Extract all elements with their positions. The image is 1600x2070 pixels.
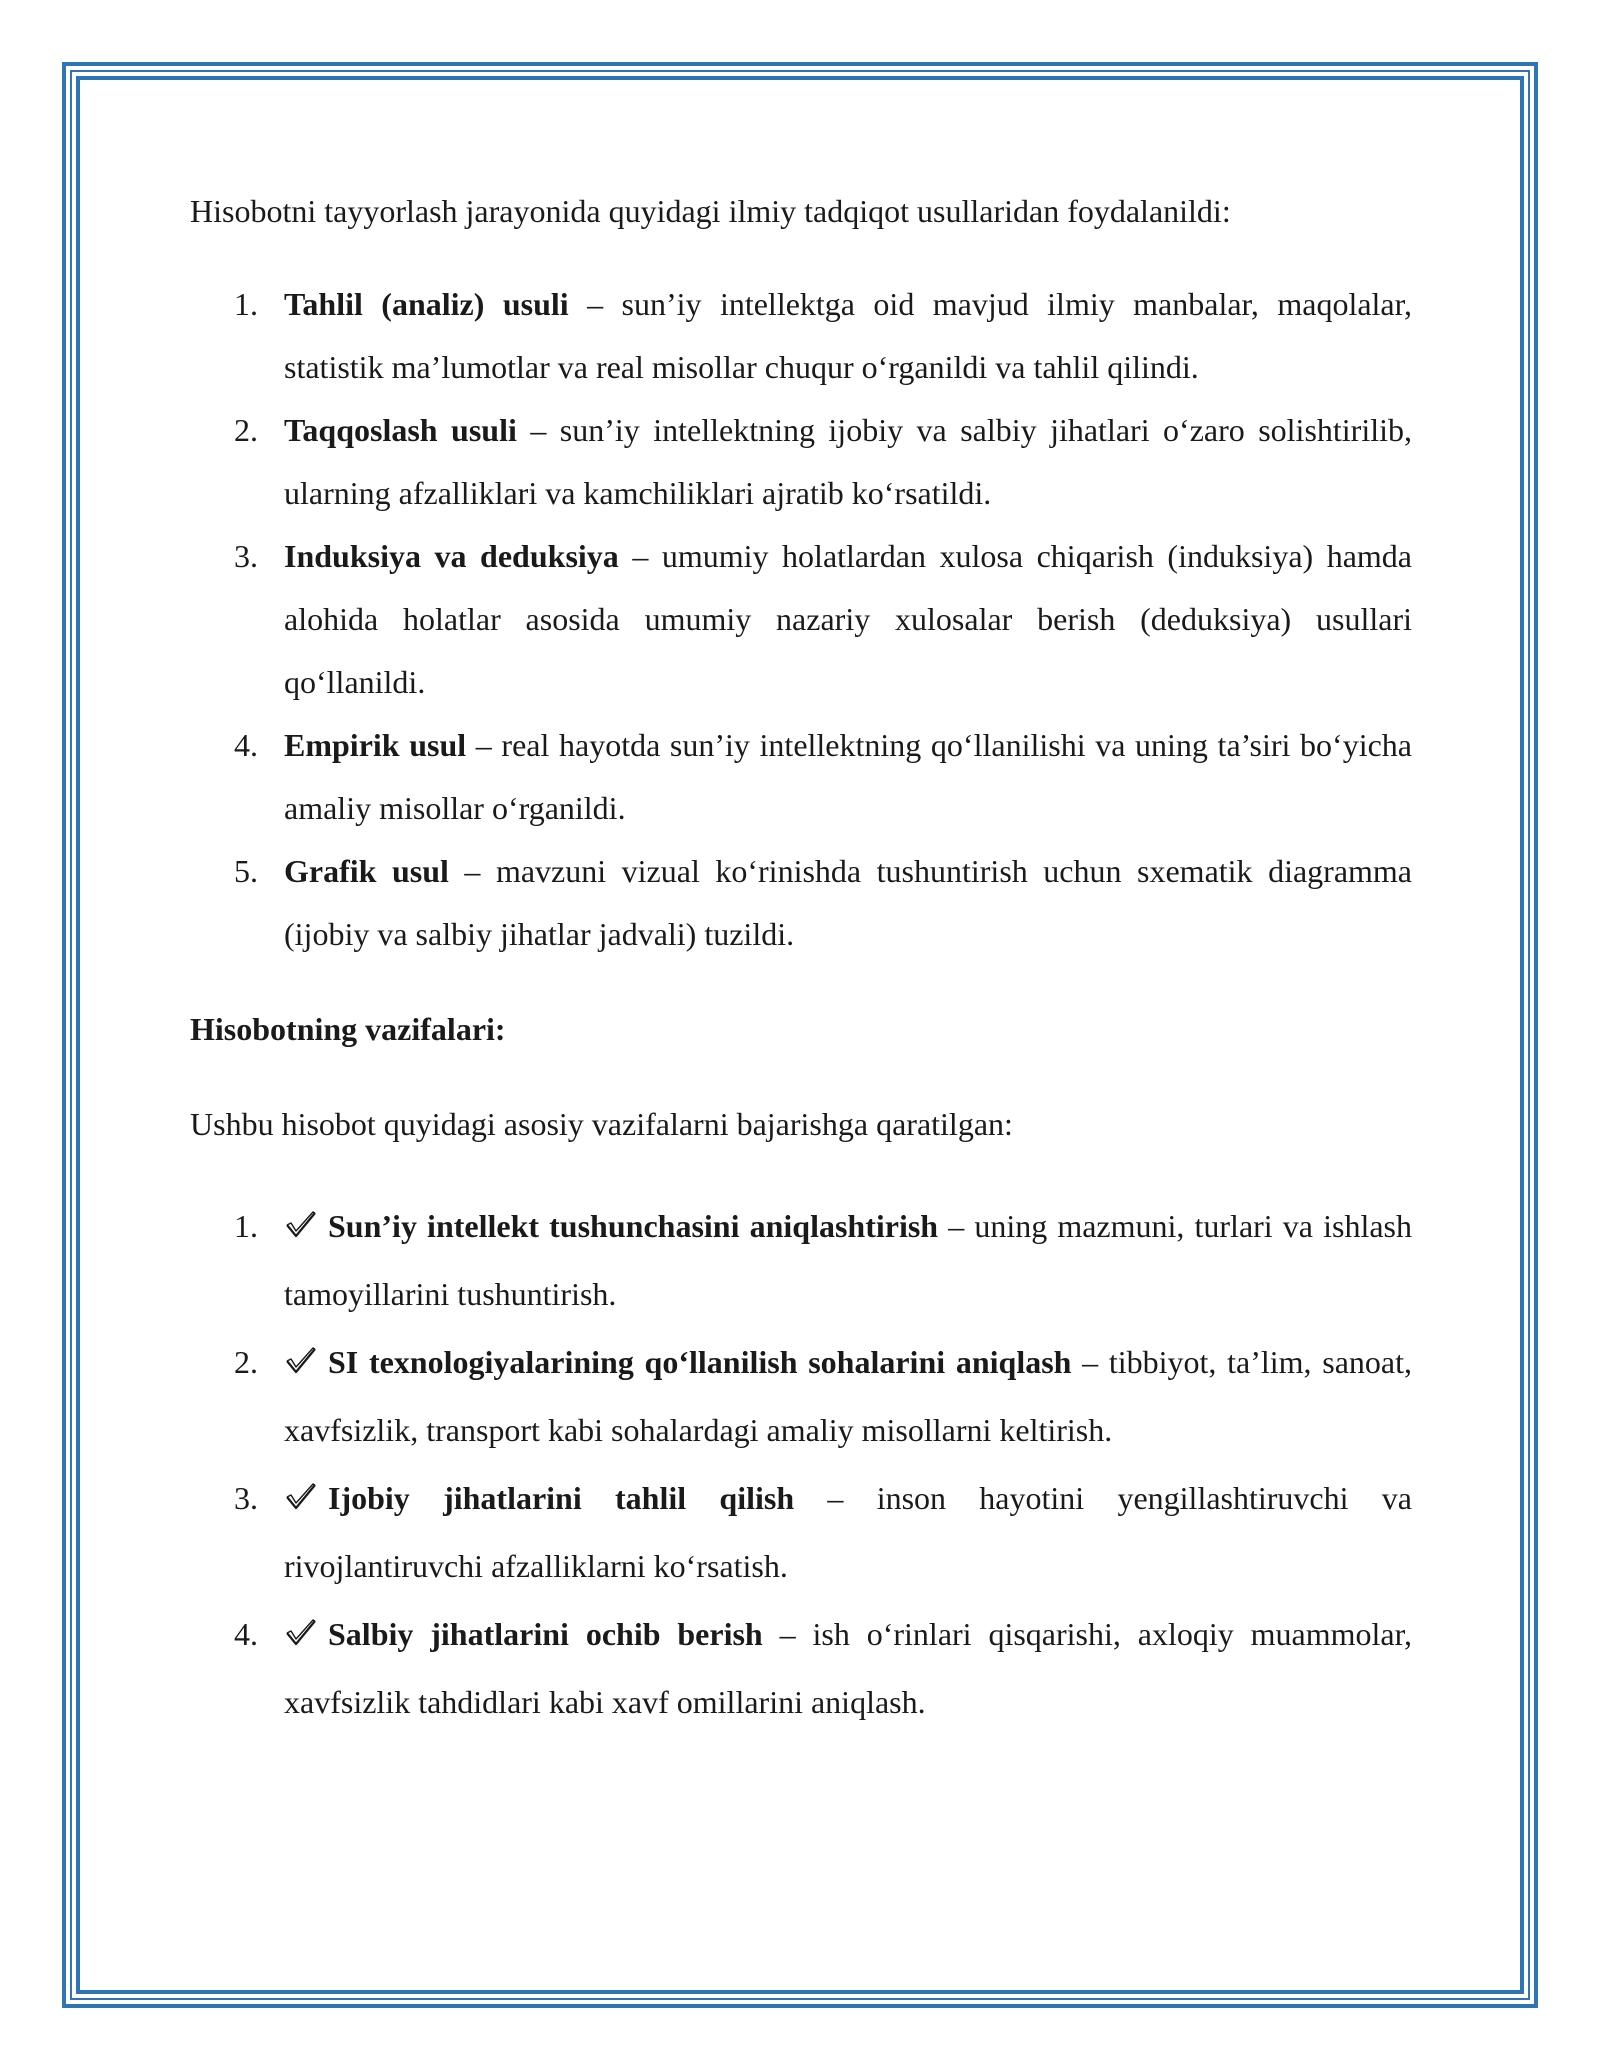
task-title: Ijobiy jihatlarini tahlil qilish xyxy=(328,1480,795,1516)
task-title: SI texnologiyalarining qo‘llanilish sohalarini aniqlash xyxy=(328,1344,1072,1380)
list-number: 5. xyxy=(234,853,258,889)
methods-list xyxy=(190,273,1412,966)
method-item-1 xyxy=(190,273,1412,399)
check-mark-icon xyxy=(284,1210,318,1240)
document-body xyxy=(190,180,1412,1736)
task-title: Salbiy jihatlarini ochib berish xyxy=(328,1616,763,1652)
check-mark-icon xyxy=(284,1618,318,1648)
list-number: 1. xyxy=(234,1208,258,1244)
list-number: 3. xyxy=(234,538,258,574)
method-text: – sun’iy intellektning ijobiy va salbiy jihatlari o‘zaro solishtirilib, ularning afzalliklari va kamchiliklari ajratib ko‘rsatildi. xyxy=(284,412,1413,511)
task-item-3 xyxy=(190,1464,1412,1600)
section-heading: Hisobotning vazifalari: xyxy=(190,1011,506,1047)
method-text: – sun’iy intellektga oid mavjud ilmiy manbalar, maqolalar, statistik ma’lumotlar va real misollar chuqur o‘rganildi va tahlil qilindi. xyxy=(284,286,1413,385)
list-number: 3. xyxy=(234,1480,258,1516)
task-item-2 xyxy=(190,1328,1412,1464)
list-number: 4. xyxy=(234,1616,258,1652)
list-number: 4. xyxy=(234,727,258,763)
task-text: – ish o‘rinlari qisqarishi, axloqiy muammolar, xavfsizlik tahdidlari kabi xavf omillarini aniqlash. xyxy=(284,1616,1412,1720)
method-item-3 xyxy=(190,525,1412,714)
tasks-list xyxy=(190,1192,1412,1736)
method-text: – real hayotda sun’iy intellektning qo‘llanilishi va uning ta’siri bo‘yicha amaliy misollar o‘rganildi. xyxy=(284,727,1413,826)
intro-paragraph: Hisobotni tayyorlash jarayonida quyidagi ilmiy tadqiqot usullaridan foydalanildi: xyxy=(190,193,1231,229)
list-number: 2. xyxy=(234,1344,258,1380)
method-title: Taqqoslash usuli xyxy=(284,412,517,448)
method-text: – umumiy holatlardan xulosa chiqarish (induksiya) hamda alohida holatlar asosida umumiy nazariy xulosalar berish (deduksiya) usullari qo‘llanildi. xyxy=(284,538,1412,700)
task-title: Sun’iy intellekt tushunchasini aniqlashtirish xyxy=(328,1208,939,1244)
tasks-intro-paragraph: Ushbu hisobot quyidagi asosiy vazifalarni bajarishga qaratilgan: xyxy=(190,1106,1013,1142)
method-title: Grafik usul xyxy=(284,853,449,889)
task-text: – uning mazmuni, turlari va ishlash tamoyillarini tushuntirish. xyxy=(284,1208,1412,1312)
check-mark-icon xyxy=(284,1346,318,1376)
method-title: Induksiya va deduksiya xyxy=(284,538,619,574)
list-number: 1. xyxy=(234,286,258,322)
task-text: – tibbiyot, ta’lim, sanoat, xavfsizlik, transport kabi sohalardagi amaliy misollarni keltirish. xyxy=(284,1344,1413,1448)
method-item-4 xyxy=(190,714,1412,840)
check-mark-icon xyxy=(284,1482,318,1512)
method-item-2 xyxy=(190,399,1412,525)
task-text: – inson hayotini yengillashtiruvchi va rivojlantiruvchi afzalliklarni ko‘rsatish. xyxy=(284,1480,1413,1584)
method-title: Tahlil (analiz) usuli xyxy=(284,286,569,322)
method-item-5 xyxy=(190,840,1412,966)
list-number: 2. xyxy=(234,412,258,448)
task-item-1 xyxy=(190,1192,1412,1328)
method-title: Empirik usul xyxy=(284,727,467,763)
task-item-4 xyxy=(190,1600,1412,1736)
method-text: – mavzuni vizual ko‘rinishda tushuntirish uchun sxematik diagramma (ijobiy va salbiy jihatlar jadvali) tuzildi. xyxy=(284,853,1413,952)
